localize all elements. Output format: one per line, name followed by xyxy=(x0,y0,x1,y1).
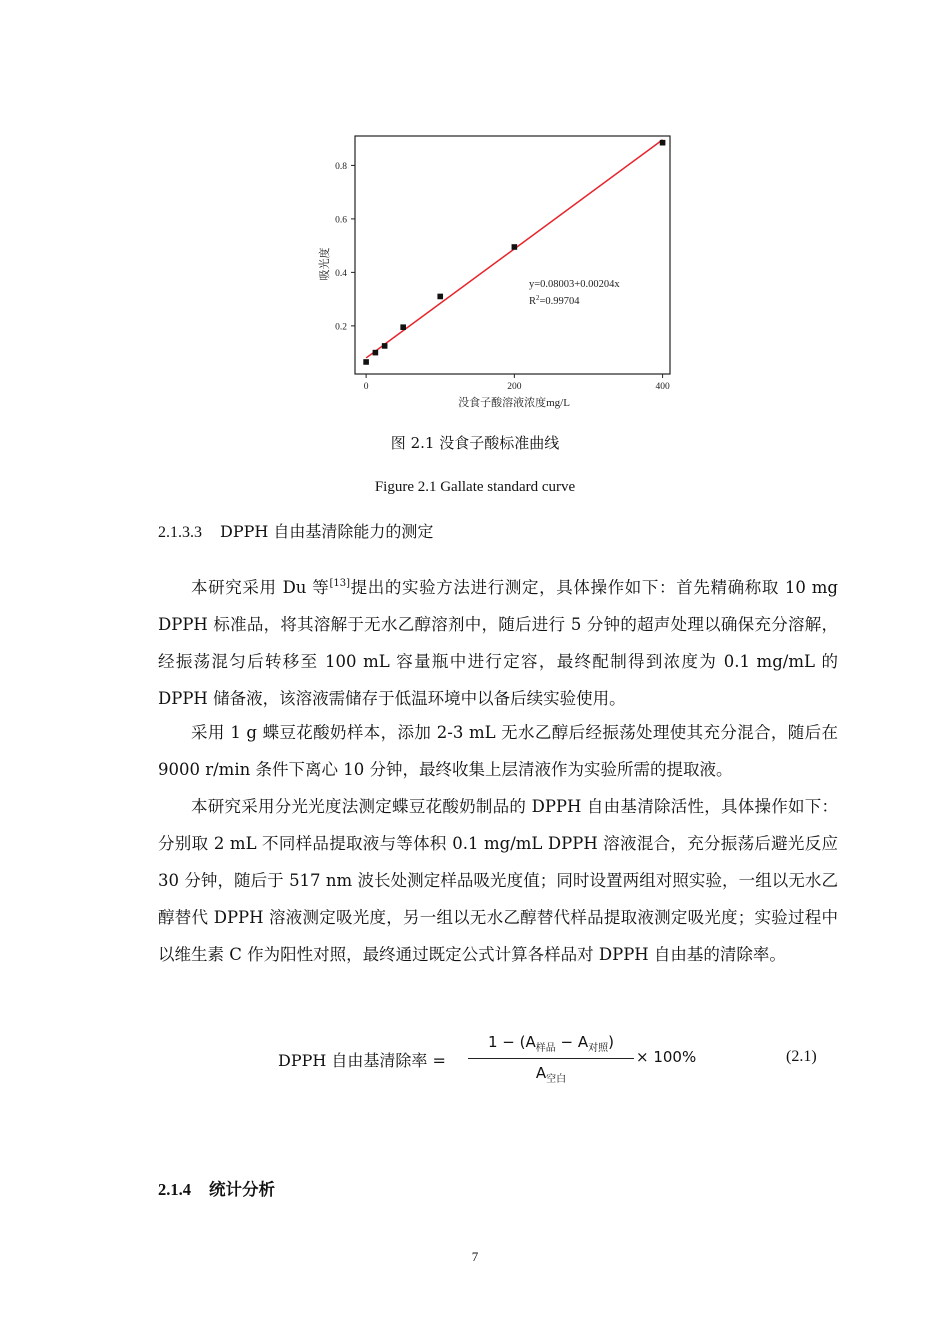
subscript-control: 对照 xyxy=(588,1043,609,1054)
section-heading-2-1-4 xyxy=(158,1176,275,1200)
equation-number: (2.1) xyxy=(786,1048,817,1065)
y-tick-label: 0.8 xyxy=(335,161,347,172)
y-tick-label: 0.2 xyxy=(335,322,347,333)
x-tick-label: 400 xyxy=(655,382,670,392)
plot-border xyxy=(355,136,670,374)
data-point xyxy=(373,350,379,356)
axis-ticks xyxy=(335,162,670,392)
r-squared-value: =0.99704 xyxy=(539,296,580,307)
equation-multiplier: × 100% xyxy=(636,1048,697,1066)
data-point xyxy=(437,294,443,300)
numerator-part: − A xyxy=(555,1033,589,1051)
subscript-sample: 样品 xyxy=(535,1043,556,1054)
paragraph-dpph-assay: 本研究采用分光光度法测定蝶豆花酸奶制品的 DPPH 自由基清除活性，具体操作如下：分别取 2 mL 不同样品提取液与等体积 0.1 mg/mL DPPH 溶液混合，充分振荡后避光反应 30 分钟，随后于 517 nm 波长处测定样品吸光度值；同时设置两组对照实验，一组以无水乙醇替代 DPPH 溶液测定吸光度，另一组以无水乙醇替代样品提取液测定吸光度；实验过程中以维生素 C 作为阳性对照，最终通过既定公式计算各样品对 DPPH 自由基的清除率。 xyxy=(158,797,838,964)
r-squared-superscript: 2 xyxy=(536,294,540,302)
page-number: 7 xyxy=(471,1249,479,1264)
r-squared-annotation xyxy=(529,294,580,307)
numerator-part: 1 − (A xyxy=(488,1033,536,1051)
section-title: DPPH 自由基清除能力的测定 xyxy=(220,522,434,541)
data-point xyxy=(660,140,666,146)
fraction-numerator xyxy=(468,1028,634,1056)
figure-caption-chinese: 图 2.1 没食子酸标准曲线 xyxy=(390,434,560,452)
gallate-standard-curve-chart xyxy=(300,122,680,418)
y-axis-label: 吸光度 xyxy=(319,247,331,281)
x-axis-label: 没食子酸溶液浓度mg/L xyxy=(458,397,570,409)
section-number: 2.1.3.3 xyxy=(158,524,202,541)
plot-frame xyxy=(355,136,670,374)
x-tick-label: 0 xyxy=(363,382,369,392)
fraction-denominator xyxy=(468,1059,634,1085)
section-number: 2.1.4 xyxy=(158,1180,191,1199)
citation-reference[interactable]: [13] xyxy=(329,578,350,589)
figure-caption-english: Figure 2.1 Gallate standard curve xyxy=(374,479,576,495)
data-point xyxy=(400,324,406,330)
regression-equation: y=0.08003+0.00204x xyxy=(529,279,620,290)
r-squared-prefix: R xyxy=(529,296,537,307)
data-point xyxy=(363,359,369,365)
x-tick-label: 200 xyxy=(507,382,522,392)
paragraph-text: 提出的实验方法进行测定，具体操作如下：首先精确称取 10 mg DPPH 标准品，将其溶解于无水乙醇溶剂中，随后进行 5 分钟的超声处理以确保充分溶解，经振荡混匀后转移至 100 mL 容量瓶中进行定容，最终配制得到浓度为 0.1 mg/mL 的 DPPH 储备液，该溶液需储存于低温环境中以备后续实验使用。 xyxy=(158,578,838,708)
data-points-layer xyxy=(363,140,665,365)
equation-lhs: DPPH 自由基清除率 = xyxy=(278,1051,446,1070)
y-tick-label: 0.4 xyxy=(335,268,347,279)
data-point xyxy=(382,343,388,349)
numerator-part: ) xyxy=(608,1033,614,1051)
y-tick-label: 0.6 xyxy=(335,215,347,226)
section-heading-2-1-3-3 xyxy=(158,519,433,542)
subscript-blank: 空白 xyxy=(546,1074,567,1085)
denominator-symbol: A xyxy=(535,1064,547,1082)
equation-2-1 xyxy=(278,1028,838,1098)
paragraph-text: 本研究采用 Du 等 xyxy=(191,578,330,597)
paragraph-sample-extraction: 采用 1 g 蝶豆花酸奶样本，添加 2-3 mL 无水乙醇后经振荡处理使其充分混合，随后在 9000 r/min 条件下离心 10 分钟，最终收集上层清液作为实验所需的提取液。 xyxy=(158,723,838,779)
equation-fraction xyxy=(468,1028,634,1085)
data-point xyxy=(512,244,518,250)
paragraph-dpph-preparation xyxy=(158,565,838,717)
section-title: 统计分析 xyxy=(209,1180,275,1199)
